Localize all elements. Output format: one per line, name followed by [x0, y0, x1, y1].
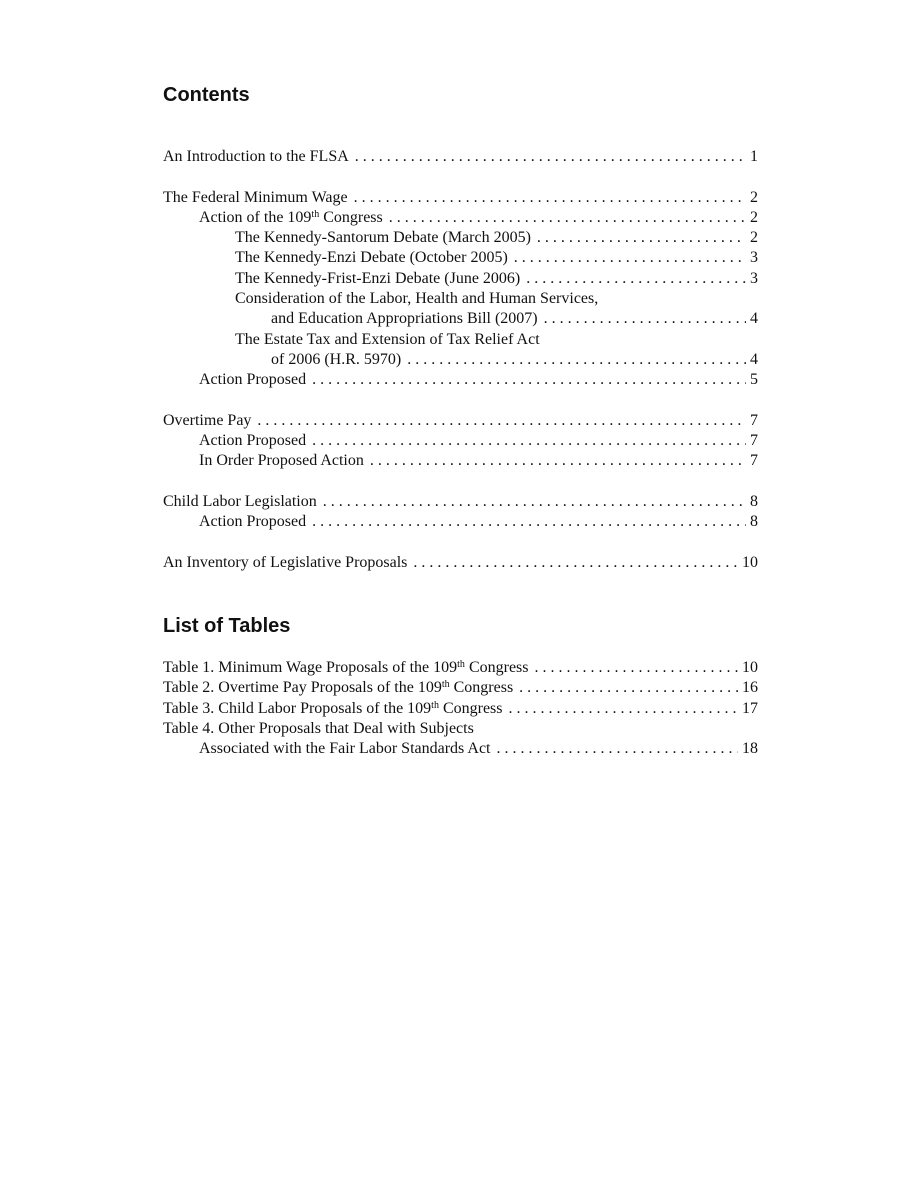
table-entry[interactable]	[163, 719, 758, 760]
toc-entry[interactable]	[163, 147, 758, 167]
toc-page-number: 1	[750, 148, 758, 165]
toc-entry[interactable]	[163, 289, 758, 330]
leader-dots	[407, 350, 746, 370]
toc-page-number: 7	[750, 411, 758, 429]
toc-entry[interactable]	[163, 370, 758, 390]
toc-entry[interactable]	[163, 553, 758, 573]
toc-entry-title: An Introduction to the FLSA	[163, 148, 349, 165]
toc-entry-title: An Inventory of Legislative Proposals	[163, 553, 408, 571]
table-entry-title: Table 2. Overtime Pay Proposals of the 109th Congress	[163, 679, 514, 697]
toc-entry-title: Action Proposed	[199, 513, 307, 531]
leader-dots	[514, 248, 746, 268]
toc-page-number: 5	[750, 371, 758, 389]
leader-dots	[312, 512, 746, 532]
toc-page-number: 2	[750, 188, 758, 206]
leader-dots	[370, 451, 746, 471]
toc-page-number: 4	[750, 350, 758, 368]
toc-entry[interactable]	[163, 228, 758, 248]
leader-dots	[413, 553, 738, 573]
table-entry[interactable]	[163, 678, 758, 698]
toc-page-number: 7	[750, 432, 758, 450]
leader-dots	[526, 269, 746, 289]
leader-dots	[355, 147, 746, 167]
leader-dots	[544, 309, 746, 329]
toc-entry-title-line2: and Education Appropriations Bill (2007)	[271, 310, 538, 328]
toc-entry-title: In Order Proposed Action	[199, 452, 364, 470]
toc-entry-title: The Kennedy-Frist-Enzi Debate (June 2006)	[235, 269, 521, 287]
toc-entry-title: Child Labor Legislation	[163, 493, 317, 511]
toc-entry-title: Action of the 109th Congress	[199, 208, 383, 226]
toc-entry[interactable]	[163, 492, 758, 512]
leader-dots	[537, 228, 746, 248]
toc-page-number: 8	[750, 493, 758, 511]
toc-page-number: 7	[750, 452, 758, 470]
contents-heading: Contents	[163, 84, 250, 106]
toc-entry-title: Overtime Pay	[163, 411, 252, 429]
toc-page-number: 17	[742, 699, 758, 717]
leader-dots	[389, 208, 746, 228]
table-entry[interactable]	[163, 658, 758, 678]
leader-dots	[312, 431, 746, 451]
toc-entry[interactable]	[163, 248, 758, 268]
toc-entry-title: The Kennedy-Santorum Debate (March 2005)	[235, 229, 531, 247]
toc-entry[interactable]	[163, 512, 758, 532]
toc-entry[interactable]	[163, 208, 758, 228]
leader-dots	[509, 699, 738, 719]
toc-entry-title-line2: of 2006 (H.R. 5970)	[271, 350, 402, 368]
toc-entry-title: The Kennedy-Enzi Debate (October 2005)	[235, 249, 508, 267]
toc-entry[interactable]	[163, 330, 758, 371]
table-entry-title: Table 1. Minimum Wage Proposals of the 109th Congress	[163, 659, 529, 676]
toc-page-number: 10	[742, 553, 758, 571]
leader-dots	[519, 678, 738, 698]
leader-dots	[497, 739, 739, 759]
toc-entry[interactable]	[163, 411, 758, 431]
leader-dots	[323, 492, 746, 512]
toc-entry-title: The Federal Minimum Wage	[163, 188, 348, 206]
table-entry[interactable]	[163, 699, 758, 719]
table-entry-title-line1: Table 4. Other Proposals that Deal with Subjects	[163, 719, 474, 737]
contents-list	[163, 147, 758, 573]
toc-page-number: 3	[750, 269, 758, 287]
table-entry-title-line2: Associated with the Fair Labor Standards Act	[199, 740, 491, 758]
toc-entry-title: Action Proposed	[199, 432, 307, 450]
toc-page-number: 2	[750, 229, 758, 247]
toc-page-number: 18	[742, 740, 758, 758]
toc-page-number: 16	[742, 679, 758, 697]
toc-page-number: 8	[750, 513, 758, 531]
leader-dots	[354, 188, 746, 208]
toc-entry[interactable]	[163, 188, 758, 208]
toc-entry-title: Action Proposed	[199, 371, 307, 389]
list-of-tables-heading: List of Tables	[163, 615, 291, 637]
leader-dots	[257, 411, 746, 431]
toc-page-number: 2	[750, 208, 758, 226]
toc-entry[interactable]	[163, 451, 758, 471]
toc-page-number: 10	[742, 659, 758, 676]
toc-page-number: 3	[750, 249, 758, 267]
leader-dots	[312, 370, 746, 390]
toc-entry-title-line1: The Estate Tax and Extension of Tax Relief Act	[235, 330, 540, 348]
toc-page-number: 4	[750, 310, 758, 328]
toc-entry-title-line1: Consideration of the Labor, Health and Human Services,	[235, 290, 599, 308]
toc-entry[interactable]	[163, 431, 758, 451]
leader-dots	[535, 658, 739, 678]
list-of-tables	[163, 658, 758, 759]
table-entry-title: Table 3. Child Labor Proposals of the 109th Congress	[163, 699, 503, 717]
toc-entry[interactable]	[163, 269, 758, 289]
